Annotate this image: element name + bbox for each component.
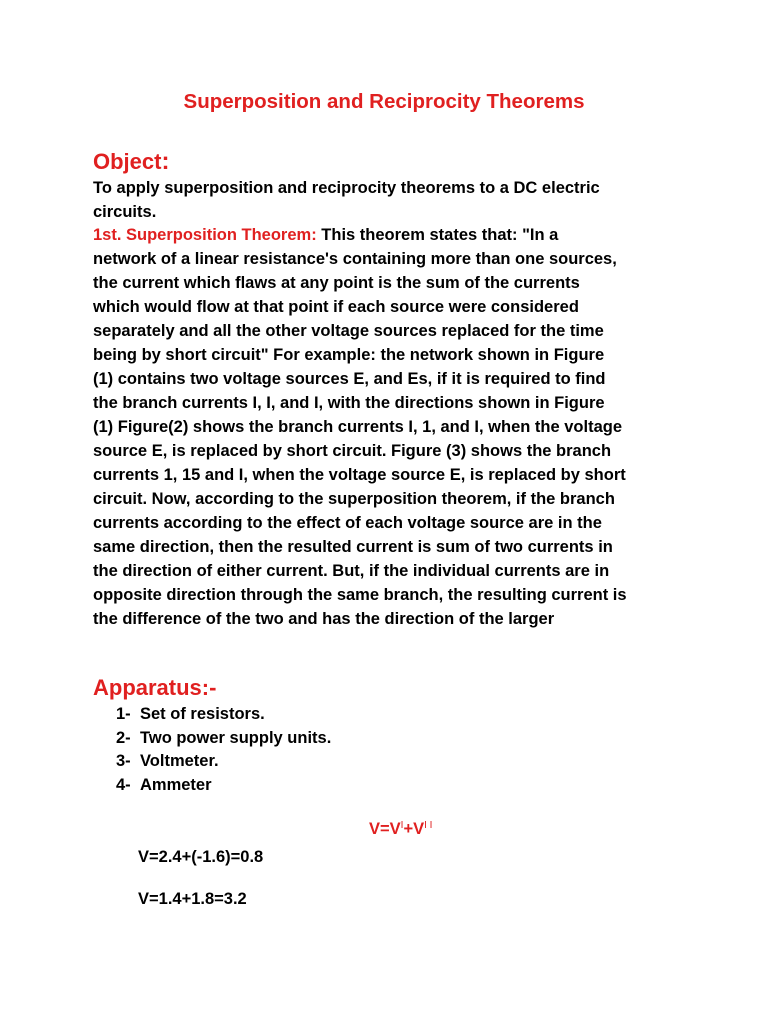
formula-sup-2: I I xyxy=(424,820,433,831)
list-item-number: 4- xyxy=(116,775,131,794)
formula-base: V=V xyxy=(369,820,401,838)
list-item xyxy=(116,750,331,774)
superposition-formula xyxy=(369,820,432,839)
list-item-number: 2- xyxy=(116,728,131,747)
theorem-line: separately and all the other voltage sources replaced for the time xyxy=(93,322,604,340)
objective-paragraph xyxy=(93,176,693,224)
list-item-number: 1- xyxy=(116,705,131,723)
theorem-line: being by short circuit" For example: the network shown in Figure xyxy=(93,346,605,364)
list-item-text: Two power supply units. xyxy=(140,728,332,747)
theorem-line: the current which flaws at any point is the sum of the currents xyxy=(93,274,580,292)
list-item-text: Set of resistors. xyxy=(140,705,265,723)
object-heading-colon: : xyxy=(161,148,170,175)
equation-1: V=2.4+(-1.6)=0.8 xyxy=(138,848,264,866)
theorem-line: source E, is replaced by short circuit. Figure (3) shows the branch xyxy=(93,442,612,460)
theorem-first-line-text: This theorem states that: "In a xyxy=(316,226,559,244)
theorem-label: 1st. Superposition Theorem: xyxy=(93,226,317,244)
superposition-theorem-paragraph xyxy=(93,223,693,631)
list-item-text: Voltmeter. xyxy=(140,752,219,770)
object-heading-text: Object xyxy=(93,149,162,174)
objective-line: circuits. xyxy=(93,203,157,221)
theorem-line: the branch currents I, I, and I, with the directions shown in Figure xyxy=(93,394,605,412)
theorem-line: the direction of either current. But, if the individual currents are in xyxy=(93,562,610,580)
theorem-line: (1) Figure(2) shows the branch currents I, 1, and I, when the voltage xyxy=(93,418,623,436)
theorem-line: (1) contains two voltage sources E, and Es, if it is required to find xyxy=(93,370,606,388)
theorem-line: same direction, then the resulted current is sum of two currents in xyxy=(93,538,613,556)
theorem-line: circuit. Now, according to the superposition theorem, if the branch xyxy=(93,490,615,508)
list-item xyxy=(116,727,331,751)
theorem-first-line xyxy=(93,223,693,247)
formula-sup-1: I xyxy=(400,820,404,831)
theorem-line: which would flow at that point if each source were considered xyxy=(93,298,579,316)
theorem-line: the difference of the two and has the direction of the larger xyxy=(93,610,555,628)
list-item xyxy=(116,703,331,727)
theorem-line: network of a linear resistance's containing more than one sources, xyxy=(93,250,617,268)
objective-line: To apply superposition and reciprocity theorems to a DC electric xyxy=(93,179,600,197)
theorem-line: opposite direction through the same branch, the resulting current is xyxy=(93,586,627,604)
formula-mid: +V xyxy=(403,820,425,838)
list-item-text: Ammeter xyxy=(140,775,212,794)
theorem-line: currents according to the effect of each voltage source are in the xyxy=(93,514,602,532)
apparatus-heading: Apparatus:- xyxy=(93,675,217,700)
page-title: Superposition and Reciprocity Theorems xyxy=(183,90,585,113)
apparatus-list xyxy=(116,703,331,797)
theorem-line: currents 1, 15 and I, when the voltage source E, is replaced by short xyxy=(93,466,626,484)
list-item xyxy=(116,774,331,798)
equation-2: V=1.4+1.8=3.2 xyxy=(138,890,247,908)
object-heading xyxy=(93,148,169,176)
list-item-number: 3- xyxy=(116,752,131,770)
